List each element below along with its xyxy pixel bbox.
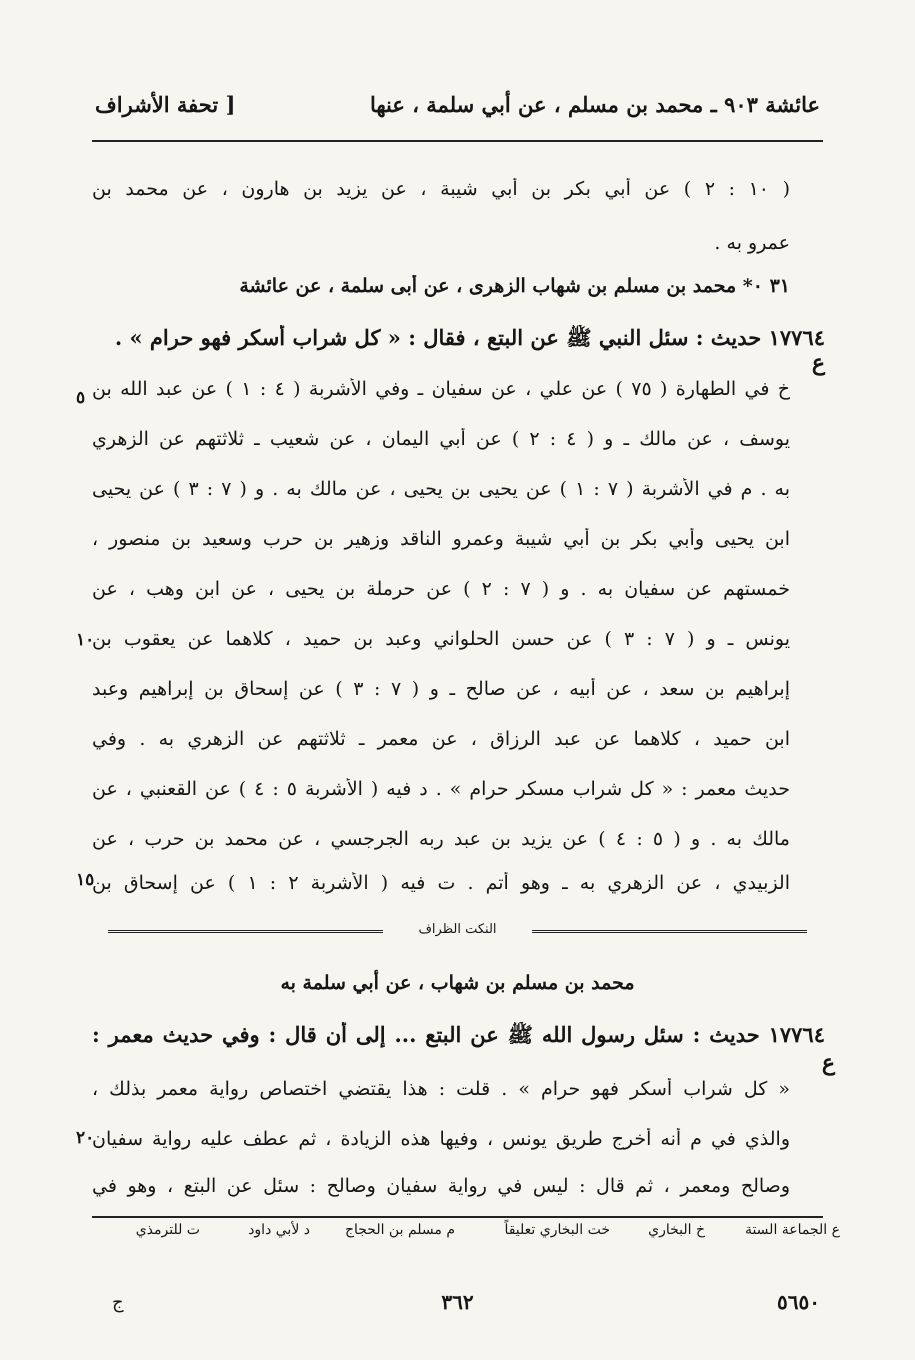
- abbreviations-key: [92, 1222, 840, 1250]
- text-line: ابن حميد ، كلاهما عن عبد الرزاق ، عن معمر ـ ثلاثتهم عن الزهري به . وفي: [92, 728, 790, 750]
- abbr-bukhari-taliq: خت البخاري تعليقاً: [504, 1222, 610, 1238]
- text-line: خ في الطهارة ( ٧٥ ) عن علي ، عن سفيان ـ وفي الأشربة ( ٤ : ١ ) عن عبد الله بن: [92, 378, 790, 400]
- text-line: يونس ـ و ( ٧ : ٣ ) عن حسن الحلواني وعبد بن حميد ، كلاهما عن يعقوب بن: [92, 628, 790, 650]
- text-line: حديث معمر : « كل شراب مسكر حرام » . د فيه ( الأشربة ٥ : ٤ ) عن القعنبي ، عن: [92, 778, 790, 800]
- ain-marker-2: ع: [821, 1050, 835, 1076]
- footnote-rule: [92, 1216, 823, 1218]
- text-line: ابن يحيى وأبي بكر بن أبي شيبة وعمرو الناقد وزهير بن حرب وسعيد بن منصور ،: [92, 528, 790, 550]
- line-number-15: ١٥: [76, 870, 95, 890]
- line-number-20: ٢٠: [76, 1128, 95, 1148]
- isnad-heading: محمد بن مسلم بن شهاب ، عن أبي سلمة به: [280, 972, 635, 994]
- text-line: به . م في الأشربة ( ٧ : ١ ) عن يحيى بن يحيى ، عن مالك به . و ( ٧ : ٣ ) عن يحيى: [92, 478, 790, 500]
- divider-label: النكت الظراف: [418, 922, 497, 937]
- page-code-left: ج: [112, 1292, 124, 1313]
- abbr-bukhari: خ البخاري: [648, 1222, 705, 1238]
- commentary-line: وصالح ومعمر ، ثم قال : ليس في رواية سفيان وصالح : سئل عن البتع ، وهو في: [92, 1175, 790, 1197]
- header-rule: [92, 140, 823, 142]
- line-number-5: ٥: [76, 388, 86, 408]
- text-line: ( ١٠ : ٢ ) عن أبي بكر بن أبي شيبة ، عن يزيد بن هارون ، عن محمد بن: [92, 178, 790, 200]
- text-line: مالك به . و ( ٥ : ٤ ) عن يزيد بن عبد ربه الجرجسي ، عن محمد بن حرب ، عن: [92, 828, 790, 850]
- text-line: إبراهيم بن سعد ، عن أبيه ، عن صالح ـ و ( ٧ : ٣ ) عن إسحاق بن إبراهيم وعبد: [92, 678, 790, 700]
- ain-marker: ع: [811, 350, 825, 376]
- text-line: عمرو به .: [714, 232, 790, 254]
- abbr-jamaa: ع الجماعة الستة: [744, 1222, 840, 1238]
- text-line: ٣١ ٠* محمد بن مسلم بن شهاب الزهرى ، عن أبى سلمة ، عن عائشة: [239, 275, 790, 297]
- abbr-tirmidhi: ت للترمذي: [135, 1222, 200, 1238]
- line-number-10: ١٠: [76, 630, 95, 650]
- text-line: يوسف ، عن مالك ـ و ( ٤ : ٢ ) عن أبي اليمان ، عن شعيب ـ ثلاثتهم عن الزهري: [92, 428, 790, 450]
- abbr-abu-dawud: د لأبي داود: [248, 1222, 310, 1238]
- header-book-name: [ تحفة الأشراف: [95, 92, 236, 117]
- page-number: ٣٦٢: [441, 1290, 474, 1314]
- commentary-line: ١٧٧٦٤ حديث : سئل رسول الله ﷺ عن البتع ... إلى أن قال : وفي حديث معمر :: [92, 1022, 825, 1047]
- abbr-muslim: م مسلم بن الحجاج: [344, 1222, 455, 1238]
- commentary-line: « كل شراب أسكر فهو حرام » . قلت : هذا يقتضي اختصاص رواية معمر بذلك ،: [92, 1078, 790, 1100]
- running-header: [95, 92, 820, 132]
- header-title: عائشة ٩٠٣ ـ محمد بن مسلم ، عن أبي سلمة ، عنها: [369, 92, 820, 117]
- commentary-line: والذي في م أنه أخرج طريق يونس ، وفيها هذه الزيادة ، ثم عطف عليه رواية سفيان: [92, 1128, 790, 1150]
- text-line: ١٧٧٦٤ حديث : سئل النبي ﷺ عن البتع ، فقال : « كل شراب أسكر فهو حرام » .: [114, 325, 825, 350]
- page-code-right: ٥٦٥٠: [777, 1290, 820, 1314]
- text-line: الزبيدي ، عن الزهري به ـ وهو أتم . ت فيه ( الأشربة ٢ : ١ ) عن إسحاق بن: [92, 872, 790, 894]
- section-divider: [108, 922, 807, 946]
- text-line: خمستهم عن سفيان به . و ( ٧ : ٢ ) عن حرملة بن يحيى ، عن ابن وهب ، عن: [92, 578, 790, 600]
